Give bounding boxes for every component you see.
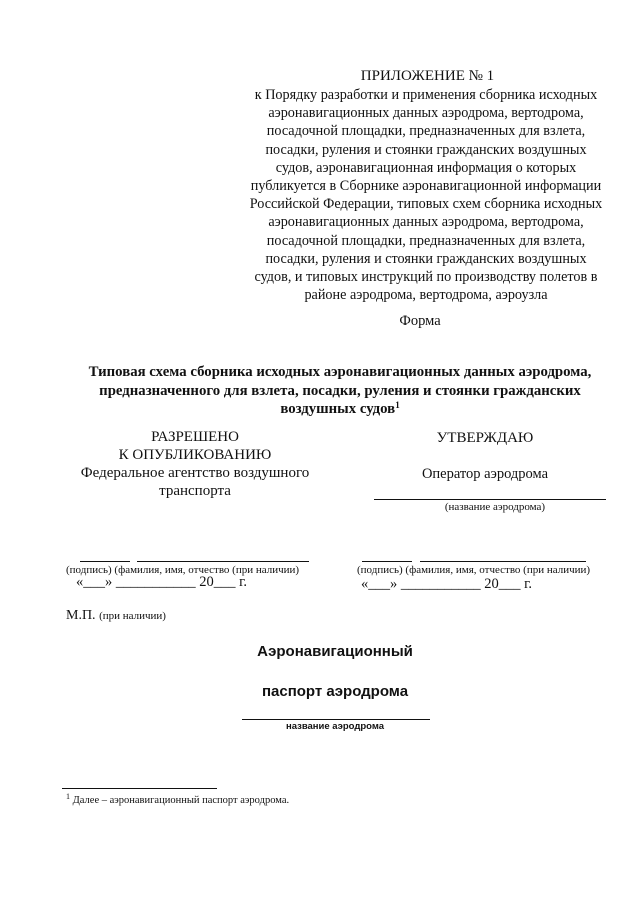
title-line: воздушных судов$^1$ (280, 400, 400, 417)
appendix-line: Российской Федерации, типовых схем сборника исходных (249, 196, 603, 213)
footnote-number: 1 (66, 792, 70, 801)
appendix-line: аэронавигационных данных аэродрома, вертодрома, (268, 105, 584, 122)
signature-line-right (362, 561, 412, 562)
aerodrome-name-line (374, 499, 606, 500)
appendix-description (232, 86, 620, 304)
passport-title-line-2: паспорт аэродрома (261, 683, 409, 700)
appendix-line: к Порядку разработки и применения сборника исходных (254, 87, 598, 103)
footnote-mark: 1 (395, 400, 400, 410)
signature-line-left (80, 561, 130, 562)
appendix-line: районе аэродрома, вертодрома, аэроузла (304, 287, 548, 304)
footnote: $^1$ Далее – аэронавигационный паспорт аэродрома. (66, 792, 290, 806)
fullname-line-right (420, 561, 586, 562)
form-label: Форма (399, 313, 441, 329)
appendix-line: судов, и типовых инструкций по производству полетов в (254, 269, 598, 286)
stamp-place: М.П. (при наличии) (66, 608, 166, 623)
operator-label: Оператор аэродрома (421, 466, 549, 482)
signature-caption-left: (подпись) (фамилия, имя, отчество (при наличии) (66, 564, 300, 576)
appendix-line: посадки, руления и стоянки гражданских воздушных (265, 250, 587, 267)
appendix-title: ПРИЛОЖЕНИЕ № 1 (360, 68, 495, 84)
date-line-left: «___» ___________ 20___ г. (76, 574, 248, 590)
approval-heading: УТВЕРЖДАЮ (436, 430, 534, 446)
appendix-line: посадки, руления и стоянки гражданских воздушных (265, 141, 587, 158)
date-line-right: «___» ___________ 20___ г. (361, 576, 533, 592)
appendix-line: посадочной площадки, предназначенных для взлета, (266, 123, 586, 140)
publication-permission-block (60, 428, 330, 500)
passport-name-caption: название аэродрома (285, 721, 385, 732)
appendix-line: аэронавигационных данных аэродрома, вертодрома, (268, 214, 584, 231)
agency-name: Федеральное агентство воздушного (80, 465, 310, 481)
title-line: Типовая схема сборника исходных аэронавигационных данных аэродрома, (88, 364, 592, 380)
permission-line: К ОПУБЛИКОВАНИЮ (118, 447, 272, 463)
appendix-line: публикуется в Сборнике аэронавигационной информации (250, 178, 602, 195)
footnote-separator (62, 788, 217, 789)
permission-line: РАЗРЕШЕНО (151, 429, 239, 445)
title-line: предназначенного для взлета, посадки, руления и стоянки гражданских (99, 382, 581, 399)
document-title (70, 363, 610, 419)
appendix-line: посадочной площадки, предназначенных для взлета, (266, 232, 586, 249)
appendix-line: судов, аэронавигационная информация о которых (275, 159, 577, 176)
signature-caption-right: (подпись) (фамилия, имя, отчество (при наличии) (357, 564, 591, 576)
fullname-line-left (137, 561, 309, 562)
passport-title-line-1: Аэронавигационный (257, 643, 413, 660)
aerodrome-name-caption: (название аэродрома) (444, 501, 546, 513)
agency-name: транспорта (159, 483, 231, 499)
passport-name-line (242, 719, 430, 720)
